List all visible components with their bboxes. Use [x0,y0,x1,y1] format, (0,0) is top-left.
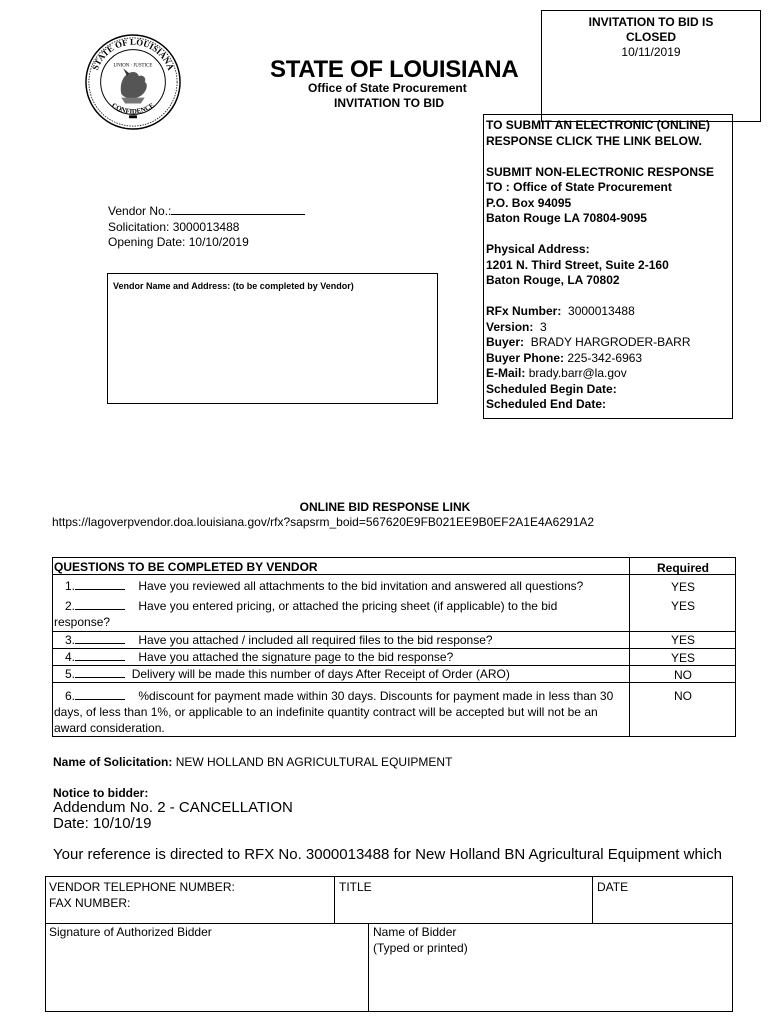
svg-text:UNION · JUSTICE: UNION · JUSTICE [113,63,153,69]
scheduled-end-date: Scheduled End Date: [486,397,607,411]
signature-field[interactable] [49,925,212,941]
vendor-phone-field[interactable] [49,880,235,911]
question-3-answer-field[interactable] [75,633,125,644]
page-title: STATE OF LOUISIANA [270,56,519,83]
vendor-signature-form [45,876,733,1012]
question-5-answer-field[interactable] [75,667,125,678]
electronic-line-2: RESPONSE CLICK THE LINK BELOW. [486,133,703,148]
question-3-required: YES [670,633,695,647]
bidder-name-field[interactable] [373,925,468,956]
questions-table [52,557,736,737]
office-name: Office of State Procurement [308,81,467,95]
svg-text:CONFIDENCE: CONFIDENCE [110,102,156,116]
email-row: E-Mail: brady.barr@la.gov [486,366,627,380]
solicitation-number: Solicitation: 3000013488 [108,219,240,234]
addendum-date: Date: 10/10/19 [53,815,152,832]
bidder-name-hint: (Typed or printed) [373,940,468,955]
notice-label: Notice to bidder: [53,786,149,800]
question-1: 1. Have you reviewed all attachments to the bid invitation and answered all questions? [65,579,584,593]
mailing-to: TO : Office of State Procurement [486,180,672,194]
date-field[interactable] [597,880,628,896]
document-subtitle: INVITATION TO BID [334,96,444,110]
mailing-po-box: P.O. Box 94095 [486,195,572,210]
solicitation-name: Name of Solicitation: NEW HOLLAND BN AGRICULTURAL EQUIPMENT [53,755,453,769]
required-header: Required [656,561,709,575]
mailing-city: Baton Rouge LA 70804-9095 [486,211,647,225]
closed-date: 10/11/2019 [621,45,681,59]
electronic-line-1: TO SUBMIT AN ELECTRONIC (ONLINE) [486,118,710,132]
vendor-no-field[interactable] [171,203,305,215]
date-label: DATE [597,880,629,894]
physical-street: 1201 N. Third Street, Suite 2-160 [486,257,669,272]
physical-address-label: Physical Address: [486,242,590,256]
buyer-phone-row: Buyer Phone: 225-342-6963 [486,350,643,365]
question-6: 6. %discount for payment made within 30 days. Discounts for payment made in less than 30 [65,689,614,703]
questions-header: QUESTIONS TO BE COMPLETED BY VENDOR [54,560,318,574]
title-label: TITLE [339,880,372,894]
question-2-cont: response? [54,615,111,629]
question-2-answer-field[interactable] [75,599,125,610]
question-1-answer-field[interactable] [75,579,125,590]
question-4-answer-field[interactable] [75,650,125,661]
vendor-name-address-field[interactable] [107,273,438,404]
closed-notice-box [541,10,761,122]
question-6-cont2: award consideration. [54,721,165,735]
online-link-title: ONLINE BID RESPONSE LINK [299,500,471,514]
bidder-name-label: Name of Bidder [373,925,457,939]
nonelectronic-heading: SUBMIT NON-ELECTRONIC RESPONSE [486,164,715,179]
question-6-cont: days, of less than 1%, or applicable to an indefinite quantity contract will be accepted but will not be an [54,705,598,719]
question-1-required: YES [670,580,695,594]
vendor-no-row: Vendor No.: [108,203,305,220]
buyer-row: Buyer: BRADY HARGRODER-BARR [486,335,691,349]
closed-line-1: INVITATION TO BID IS [588,15,714,29]
opening-date: Opening Date: 10/10/2019 [108,235,249,249]
submission-info-box [483,114,733,419]
question-5-required: NO [674,668,692,682]
vendor-box-label: Vendor Name and Address: (to be completed by Vendor) [113,281,354,291]
vendor-phone-label: VENDOR TELEPHONE NUMBER: [49,880,235,894]
physical-city: Baton Rouge, LA 70802 [486,273,620,287]
signature-label: Signature of Authorized Bidder [49,925,212,939]
closed-line-2: CLOSED [625,30,676,44]
fax-label: FAX NUMBER: [49,895,131,910]
addendum [53,800,293,832]
question-5: 5. Delivery will be made this number of days After Receipt of Order (ARO) [65,667,510,681]
question-2-required: YES [670,599,695,613]
svg-text:STATE OF LOUISIANA: STATE OF LOUISIANA [89,36,177,72]
title-field[interactable] [339,880,372,896]
online-bid-link[interactable]: https://lagoverpvendor.doa.louisiana.gov/rfx?sapsrm_boid=567620E9FB021EE9B0EF2A1E4A6291A2 [52,515,595,529]
question-2: 2. Have you entered pricing, or attached the pricing sheet (if applicable) to the bid [65,599,558,613]
email-link[interactable]: brady.barr@la.gov [528,366,627,380]
rfx-number-row: RFx Number: 3000013488 [486,304,635,318]
scheduled-begin-date: Scheduled Begin Date: [486,381,617,396]
question-3: 3. Have you attached / included all required files to the bid response? [65,633,493,647]
question-4: 4. Have you attached the signature page to the bid response? [65,650,454,664]
question-6-answer-field[interactable] [75,689,125,700]
question-6-required: NO [674,689,692,703]
vendor-info [108,203,305,251]
reference-text: Your reference is directed to RFX No. 3000013488 for New Holland BN Agricultural Equipment which [53,846,722,863]
addendum-title: Addendum No. 2 - CANCELLATION [53,799,293,816]
question-4-required: YES [670,651,695,665]
version-row: Version: 3 [486,319,547,334]
state-seal-icon [84,33,182,131]
